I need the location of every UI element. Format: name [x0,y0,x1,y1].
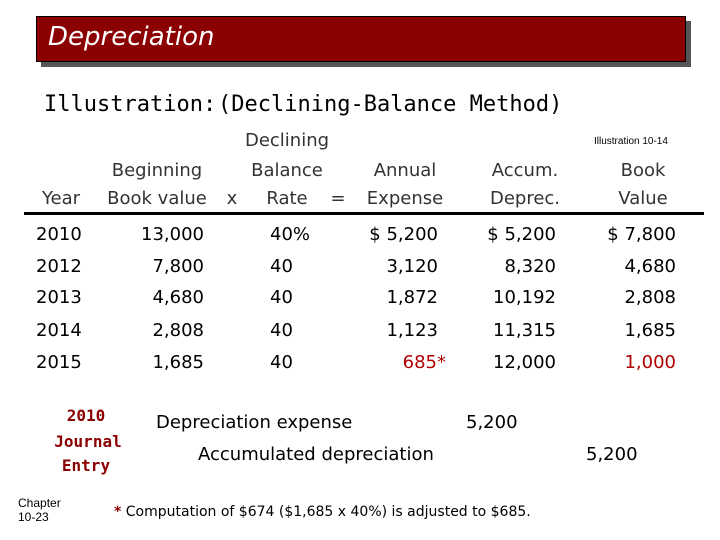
footnote-star: * [114,504,122,520]
journal-label-year: 2010 [66,406,106,425]
cell-expense: 1,872 [386,287,438,308]
cell-year: 2014 [36,320,82,341]
header-accum: Accum. [491,160,559,181]
chapter-page: 10-23 [18,510,49,524]
cell-beginning: 1,685 [152,352,204,373]
header-balance: Balance [251,160,323,181]
cell-beginning: 2,808 [152,320,204,341]
cell-rate: 40 [270,287,293,308]
cell-rate: 40 [270,256,293,277]
cell-rate: 40 [270,352,293,373]
cell-year: 2015 [36,352,82,373]
footnote [114,504,531,520]
header-declining: Declining [244,130,330,151]
cell-beginning: 13,000 [141,224,204,245]
cell-expense: 3,120 [386,256,438,277]
cell-book-value: $ 7,800 [607,224,676,245]
cell-accum-deprec: 11,315 [493,320,556,341]
header-deprec: Deprec. [489,188,561,209]
cell-year: 2010 [36,224,82,245]
cell-book-value: 4,680 [624,256,676,277]
journal-debit-account: Depreciation expense [156,412,353,433]
header-annual: Annual [373,160,437,181]
header-year: Year [41,188,81,209]
illustration-reference: Illustration 10-14 [594,136,668,147]
cell-accum-deprec: 10,192 [493,287,556,308]
cell-accum-deprec: 8,320 [504,256,556,277]
cell-book-value-final: 1,000 [624,352,676,373]
slide-title: Depreciation [48,22,215,52]
cell-book-value: 1,685 [624,320,676,341]
journal-credit-account: Accumulated depreciation [198,444,434,465]
cell-year: 2012 [36,256,82,277]
header-rate: Rate [266,188,308,209]
cell-expense-adjusted: 685* [402,352,446,373]
cell-expense: 1,123 [386,320,438,341]
header-book-value: Book value [107,188,207,209]
subtitle-prefix: Illustration: [44,92,217,117]
header-book: Book [620,160,666,181]
header-times: x [226,188,238,209]
footnote-text: Computation of $674 ($1,685 x 40%) is adjusted to $685. [125,504,531,520]
header-expense: Expense [366,188,444,209]
cell-accum-deprec: 12,000 [493,352,556,373]
header-beginning: Beginning [111,160,203,181]
journal-credit-amount: 5,200 [586,444,638,465]
cell-beginning: 4,680 [152,287,204,308]
cell-accum-deprec: $ 5,200 [487,224,556,245]
header-value: Value [618,188,668,209]
cell-expense: $ 5,200 [369,224,438,245]
journal-label-line1: Journal [54,432,122,451]
cell-rate: 40% [270,224,311,245]
cell-year: 2013 [36,287,82,308]
chapter-text: Chapter [18,496,61,510]
header-equals: = [330,188,346,209]
cell-beginning: 7,800 [152,256,204,277]
cell-rate: 40 [270,320,293,341]
header-divider [24,212,704,215]
subtitle-method: (Declining-Balance Method) [218,92,563,117]
chapter-label [18,496,61,524]
cell-book-value: 2,808 [624,287,676,308]
journal-label-line2: Entry [61,456,111,475]
journal-debit-amount: 5,200 [466,412,518,433]
